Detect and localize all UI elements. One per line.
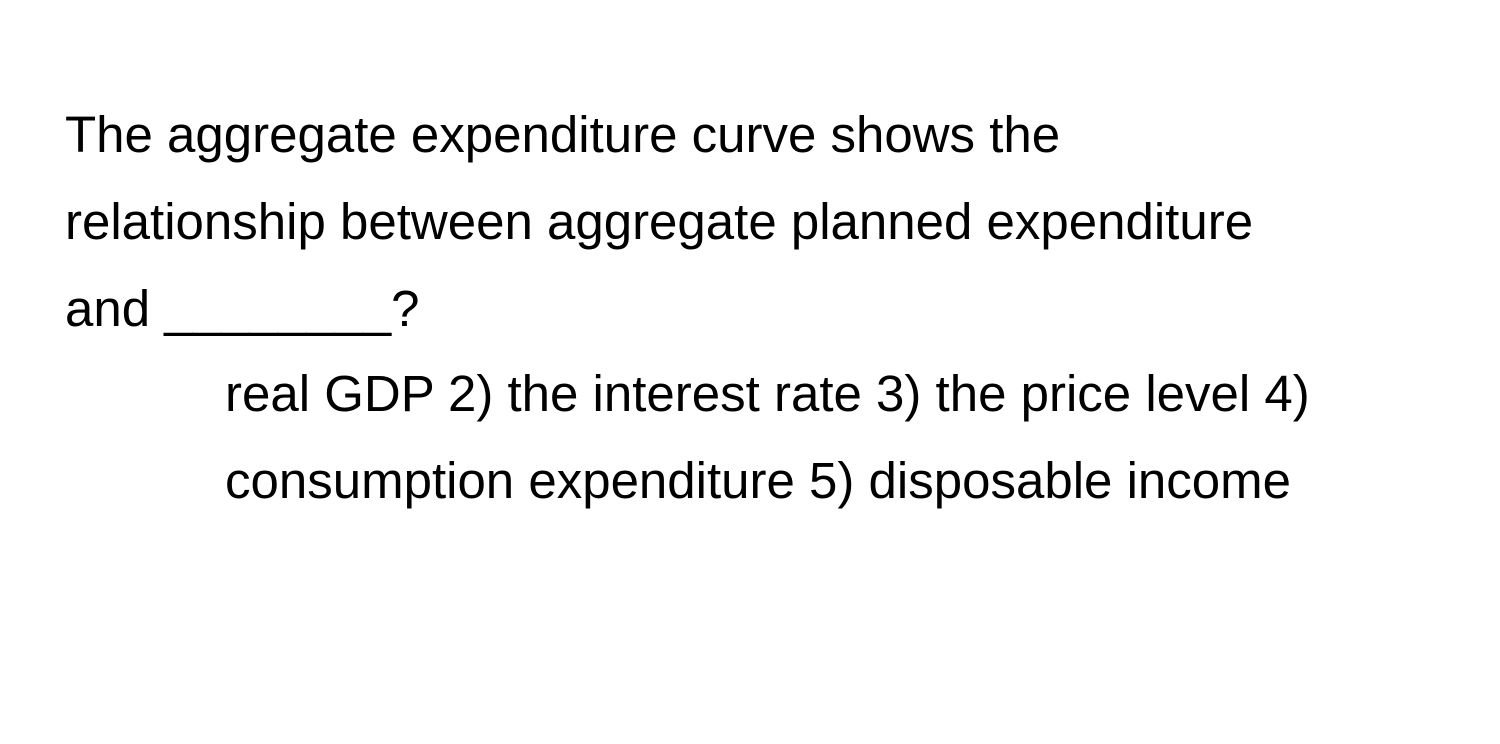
answer-options-text: real GDP 2) the interest rate 3) the price level 4) consumption expenditure 5) disposable income <box>225 365 1310 509</box>
question-text: The aggregate expenditure curve shows the relationship between aggregate planned expenditure and ________? <box>65 106 1254 337</box>
